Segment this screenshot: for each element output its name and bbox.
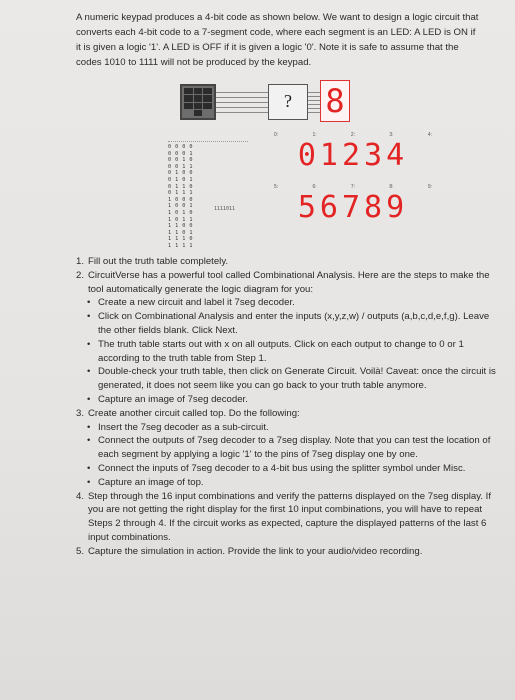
seven-segment-display: 8 bbox=[320, 80, 350, 122]
step-4: 4. Step through the 16 input combinations and verify the patterns displayed on the 7seg display. If you are not getting the right display for the first 10 input combinations, you will have to repeat Steps 2 through 4. If the circuit works as expected, capture the displayed patterns of the last 6 input combinations. bbox=[76, 490, 492, 543]
step-3: 3. Create another circuit called top. Do the following: bbox=[76, 407, 300, 419]
keypad-image bbox=[180, 84, 216, 120]
unknown-circuit-box: ? bbox=[268, 84, 308, 120]
step-3-sub-4: • Capture an image of top. bbox=[87, 476, 204, 488]
step-2-sub-4: • Double-check your truth table, then click on Generate Circuit. Voilà! Caveat: once the circuit is generated, it does not seem like you can go back to your truth table anymore. bbox=[87, 366, 496, 392]
digits-5-9: 56789 bbox=[297, 190, 409, 225]
step-5: 5. Capture the simulation in action. Provide the link to your audio/video recording. bbox=[76, 545, 423, 557]
step-2-sub-2: • Click on Combinational Analysis and enter the inputs (x,y,z,w) / outputs (a,b,c,d,e,f,g). Leave the other fields blank. Click Next. bbox=[87, 311, 490, 336]
step-2: 2. CircuitVerse has a powerful tool called Combinational Analysis. Here are the steps to make the tool automatically generate the logic diagram for you: bbox=[76, 269, 490, 295]
truth-table-col-x: 0 0 0 0 1 1 1 1 0 0 0 0 1 1 1 1 bbox=[175, 144, 179, 249]
steps-list bbox=[76, 255, 496, 559]
step-1: 1. Fill out the truth table completely. bbox=[76, 256, 229, 267]
step-2-sub-3: • The truth table starts out with x on all outputs. Click on each output to change to 0 or 1 according to the truth table from Step 1. bbox=[87, 338, 464, 364]
truth-table-image bbox=[168, 133, 248, 251]
step-2-sub-1: • Create a new circuit and label it 7seg decoder. bbox=[87, 297, 295, 309]
digits-row-5-9: 5: 6: 7: 8: 9: 56789 bbox=[268, 184, 438, 224]
truth-table-col-w: 0 0 0 0 0 0 0 0 1 1 1 1 1 1 1 1 bbox=[168, 144, 172, 249]
step-3-sub-3: • Connect the inputs of 7seg decoder to a 4-bit bus using the splitter symbol under Misc. bbox=[87, 462, 466, 474]
input-bus bbox=[216, 92, 268, 114]
truth-table-col-y: 0 0 1 1 0 0 1 1 0 0 1 1 0 0 1 1 bbox=[182, 144, 186, 249]
digits-0-4: 01234 bbox=[297, 138, 409, 173]
step-2-sub-5: • Capture an image of 7seg decoder. bbox=[87, 393, 248, 405]
truth-table-segments: 1111011 bbox=[214, 206, 236, 212]
truth-table-col-z: 0 1 0 1 0 1 0 1 0 1 0 1 0 1 0 1 bbox=[189, 144, 193, 249]
circuit-figure bbox=[150, 78, 440, 250]
output-bus bbox=[308, 92, 320, 114]
step-3-sub-2: • Connect the outputs of 7seg decoder to a 7seg display. Note that you can test the location of each segment by applying a logic '1' to the pins of 7seg display one by one. bbox=[87, 435, 491, 461]
step-3-sub-1: • Insert the 7seg decoder as a sub-circuit. bbox=[87, 421, 269, 433]
digits-row-0-4: 0: 1: 2: 3: 4: 01234 bbox=[268, 132, 438, 172]
intro-paragraph: A numeric keypad produces a 4-bit code as shown below. We want to design a logic circuit that converts each 4-bit code to a 7-segment code, where each segment is an LED: A LED is ON if it is given a logic '1'. A LED is OFF if it is given a logic '0'. Note it is safe to assume that the codes 1010 to 1111 will not be produced by the keypad. bbox=[76, 12, 479, 68]
